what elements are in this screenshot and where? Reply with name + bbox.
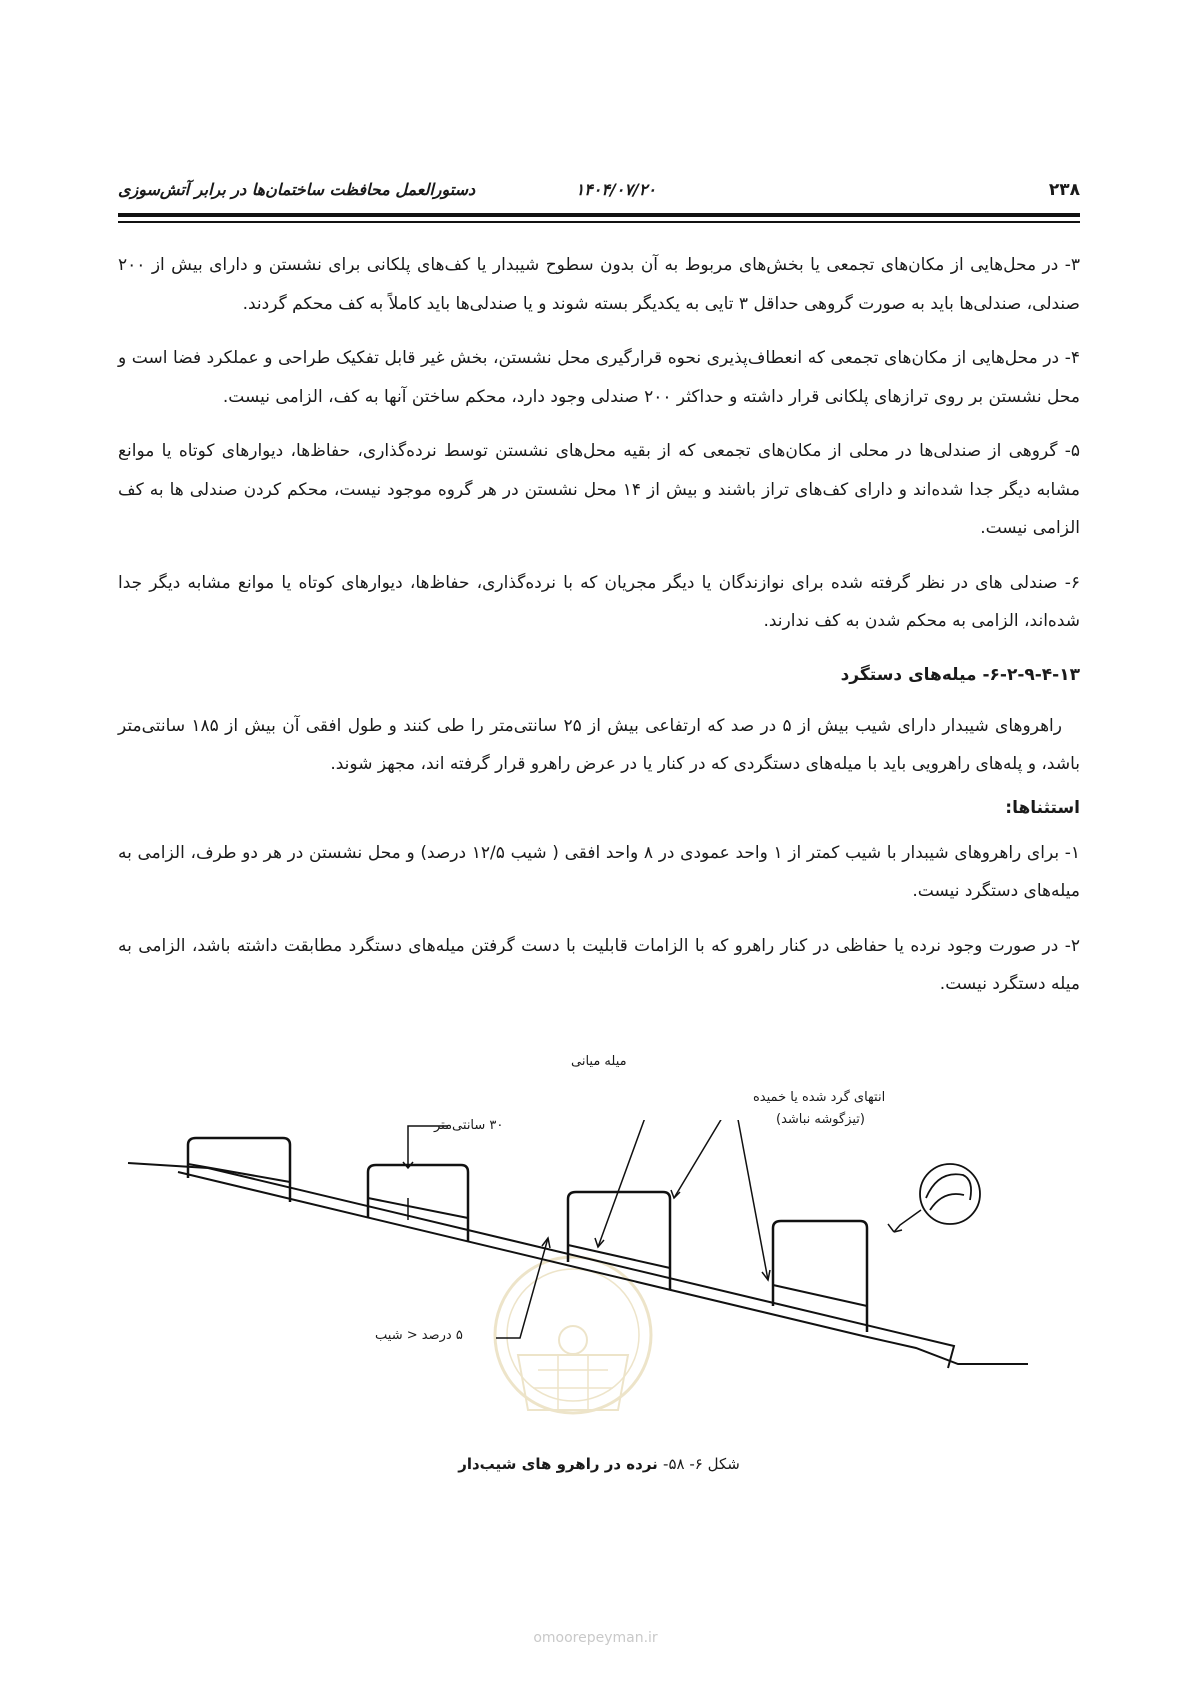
aisle-slope-bottom (178, 1172, 1028, 1364)
paragraph-5: ۵- گروهی از صندلی‌ها در محلی از مکان‌های تجمعی که از بقیه محل‌های نشستن توسط نرده‌گذاری، حفاظ‌ها، دیوارهای کوتاه یا موانع مشابه دیگر جدا شده‌اند و دارای کف‌های تراز باشند و بیش از ۱۴ محل نشستن در هر گروه موجود نیست، محکم کردن صندلی ها به کف الزامی نیست. (118, 441, 1080, 538)
label-30cm: ۳۰ سانتی‌متر (434, 1118, 504, 1133)
label-not-sharp: (تیزگوشه نباشد) (776, 1112, 865, 1127)
exception-1: ۱- برای راهروهای شیبدار با شیب کمتر از ۱ واحد عمودی در ۸ واحد افقی ( شیب ۱۲/۵ درصد) و محل نشستن در هر دو طرف، الزامی به میله‌های دستگرد نیست. (118, 842, 1081, 901)
paragraph-4: ۴- در محل‌هایی از مکان‌های تجمعی که انعطاف‌پذیری نحوه قرارگیری محل نشستن، بخش غیر قابل تفکیک طراحی و عملکرد فضا است و محل نشستن بر روی ترازهای پلکانی قرار داشته و حداکثر ۲۰۰ صندلی وجود دارد، محکم ساختن آنها به کف، الزامی نیست. (118, 348, 1080, 407)
handrail-figure (118, 1054, 1080, 1460)
page-number: ۲۳۸ (1048, 180, 1080, 200)
end-detail-circle (888, 1164, 980, 1232)
paragraph-3: ۳- در محل‌هایی از مکان‌های تجمعی یا بخش‌های مربوط به آن بدون سطوح شیبدار یا کف‌های پلکانی برای نشستن و دارای بیش از ۲۰۰ صندلی، صندلی‌ها باید به صورت گروهی حداقل ۳ تایی به یکدیگر بسته شوند و یا صندلی‌ها باید کاملاً به کف محکم گردند. (118, 255, 1080, 314)
body-text (118, 246, 1080, 1020)
exceptions-title: استثناها: (1005, 797, 1080, 818)
header-date: ۱۴۰۴/۰۷/۲۰ (575, 180, 656, 199)
page-header (118, 178, 1080, 208)
header-rule-thick (118, 213, 1080, 217)
section-paragraph: راهروهای شیبدار دارای شیب بیش از ۵ در صد که ارتفاعی بیش از ۲۵ سانتی‌متر را طی کنند و طول افقی آن بیش از ۱۸۵ سانتی‌متر باشد، و پله‌های راهرویی باید با میله‌های دستگردی که در کنار یا در عرض راهرو قرار گرفته اند، مجهز شوند. (118, 715, 1080, 774)
paragraph-6: ۶- صندلی های در نظر گرفته شده برای نوازندگان یا دیگر مجریان که با نرده‌گذاری، حفاظ‌ها، دیوارهای کوتاه یا موانع مشابه دیگر جدا شده‌اند، الزامی به محکم شدن به کف ندارند. (118, 572, 1080, 631)
leader-slope (496, 1238, 550, 1338)
caption-text: نرده در راهرو های شیب‌دار (458, 1455, 658, 1473)
leader-rounded-ends (671, 1120, 770, 1280)
label-mid-rail: میله میانی (571, 1054, 627, 1069)
header-rule-thin (118, 221, 1080, 223)
sloped-aisle-drawing (118, 1120, 1080, 1460)
figure-caption (118, 1455, 1080, 1473)
label-rounded-ends: انتهای گرد شده یا خمیده (753, 1090, 886, 1105)
header-title: دستورالعمل محافظت ساختمان‌ها در برابر آتش‌سوزی (118, 180, 476, 199)
section-heading: ۶-۲-۹-۴-۱۳- میله‌های دستگرد (840, 664, 1080, 685)
caption-number: شکل ۶- ۵۸- (663, 1455, 740, 1473)
label-slope: ۵ درصد < شیب (375, 1328, 463, 1343)
watermark-url: omoorepeyman.ir (533, 1630, 658, 1646)
leader-mid-rail (595, 1120, 666, 1247)
exception-2: ۲- در صورت وجود نرده یا حفاظی در کنار راهرو که با الزامات قابلیت با دست گرفتن میله‌های دستگرد مطابقت داشته باشد، الزامی به میله دستگرد نیست. (118, 935, 1080, 994)
handrail-1 (188, 1138, 290, 1202)
handrail-4 (773, 1221, 867, 1332)
